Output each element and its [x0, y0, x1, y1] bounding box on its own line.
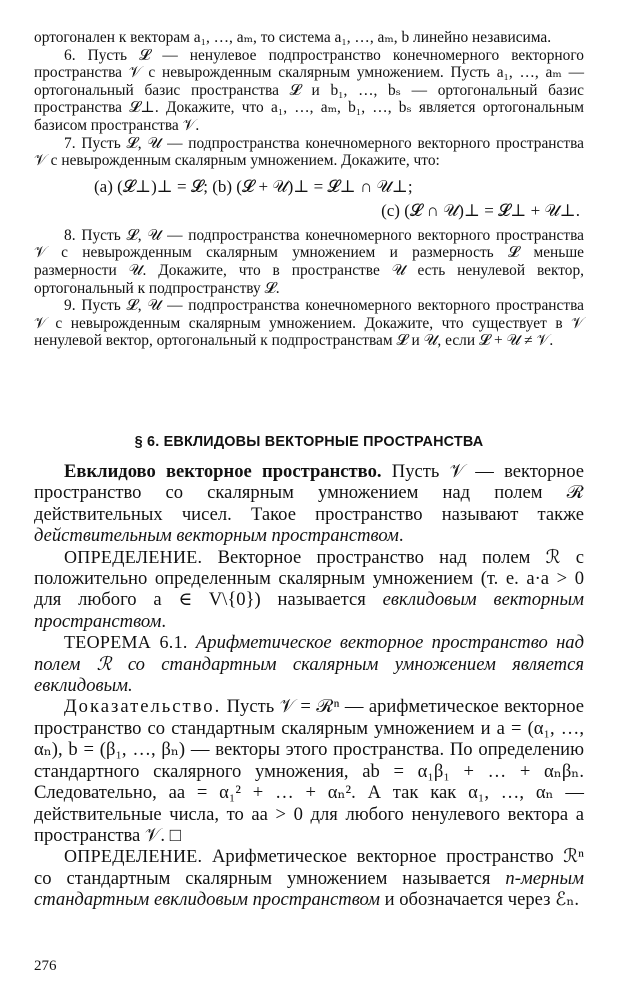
exercise-7: 7. Пусть 𝓛, 𝒰 — подпространства конечномерного векторного пространства 𝒱 с невырожденным скалярным умножением. Докажите, что:: [34, 134, 584, 170]
intro-paragraph: [34, 461, 584, 547]
intro-end: .: [398, 525, 404, 547]
definition-2-text: Арифметическое векторное пространство ℛⁿ со стандартным скалярным умножением называется: [34, 846, 584, 889]
definition-1-keyword: ОПРЕДЕЛЕНИЕ.: [64, 546, 203, 567]
theorem-statement: Арифметическое векторное пространство над полем ℛ со стандартным скалярным умножением является евклидовым.: [34, 632, 584, 697]
formula-a-b: (a) (𝓛⊥)⊥ = 𝓛; (b) (𝓛 + 𝒰)⊥ = 𝓛⊥ ∩ 𝒰⊥;: [94, 176, 413, 196]
definition-2-keyword: ОПРЕДЕЛЕНИЕ.: [64, 846, 203, 867]
definition-2-end: и обозначается через ℰₙ.: [379, 889, 580, 911]
section-body: [34, 461, 584, 911]
intro-lead: Евклидово векторное пространство.: [64, 461, 382, 482]
definition-1-end: .: [161, 610, 167, 632]
theorem-6-1: [34, 632, 584, 696]
theorem-keyword: ТЕОРЕМА 6.1.: [64, 632, 188, 653]
intro-emphasis: действительным векторным пространством: [34, 525, 399, 547]
exercise-8: 8. Пусть 𝓛, 𝒰 — подпространства конечномерного векторного пространства 𝒱 с невырожденным скалярным умножением и размерность 𝓛 меньше размерности 𝒰. Докажите, что в пространстве 𝒰 есть ненулевой вектор, ортогональный к подпространству 𝓛.: [34, 226, 584, 297]
definition-2: [34, 846, 584, 910]
formula-c: (c) (𝓛 ∩ 𝒰)⊥ = 𝓛⊥ + 𝒰⊥.: [381, 200, 580, 220]
proof-keyword: Доказательство.: [64, 696, 222, 718]
page-number: 276: [34, 958, 57, 974]
definition-1-text: Векторное пространство над полем ℛ с положительно определенным скалярным умножением (т. е. a·a > 0 для любого a ∈ V\{0}) называется: [34, 546, 584, 611]
exercise-6: 6. Пусть 𝓛 — ненулевое подпространство конечномерного векторного пространства 𝒱 с невырожденным скалярным умножением. Пусть a₁, …, aₘ — ортогональный базис пространства 𝓛 и b₁, …, bₛ — ортогональный базис пространства 𝓛⊥. Докажите, что a₁, …, aₘ, b₁, …, bₛ является ортогональным базисом пространства 𝒱.: [34, 46, 584, 134]
definition-2-emphasis: n-мерным стандартным евклидовым пространством: [34, 867, 584, 911]
exercise-5-continuation: ортогонален к векторам a₁, …, aₘ, то система a₁, …, aₘ, b линейно независима.: [34, 29, 552, 46]
proof-text: Пусть 𝒱 = ℛⁿ — арифметическое векторное пространство со стандартным скалярным умножением и a = (α₁, …, αₙ), b = (β₁, …, βₙ) — векторы этого пространства. По определению стандартного скалярного умножения, ab = α₁β₁ + … + αₙβₙ. Следовательно, aa = α₁² + … + αₙ². А так как α₁, …, αₙ — действительные числа, то aa > 0 для любого ненулевого вектора a пространства 𝒱. □: [34, 696, 584, 846]
intro-text: Пусть 𝒱 — векторное пространство со скалярным умножением над полем ℛ действительных чисел. Такое пространство называют также: [34, 461, 584, 525]
proof-paragraph: [34, 696, 584, 846]
exercises-block: [34, 29, 584, 350]
exercise-9: 9. Пусть 𝓛, 𝒰 — подпространства конечномерного векторного пространства 𝒱 с невырожденным скалярным умножением. Докажите, что существует в 𝒱 ненулевой вектор, ортогональный к подпространствам 𝓛 и 𝒰, если 𝓛 + 𝒰 ≠ 𝒱.: [34, 297, 584, 350]
section-title: § 6. ЕВКЛИДОВЫ ВЕКТОРНЫЕ ПРОСТРАНСТВА: [134, 434, 484, 450]
definition-1: [34, 547, 584, 633]
definition-1-emphasis: евклидовым векторным пространством: [34, 589, 584, 632]
